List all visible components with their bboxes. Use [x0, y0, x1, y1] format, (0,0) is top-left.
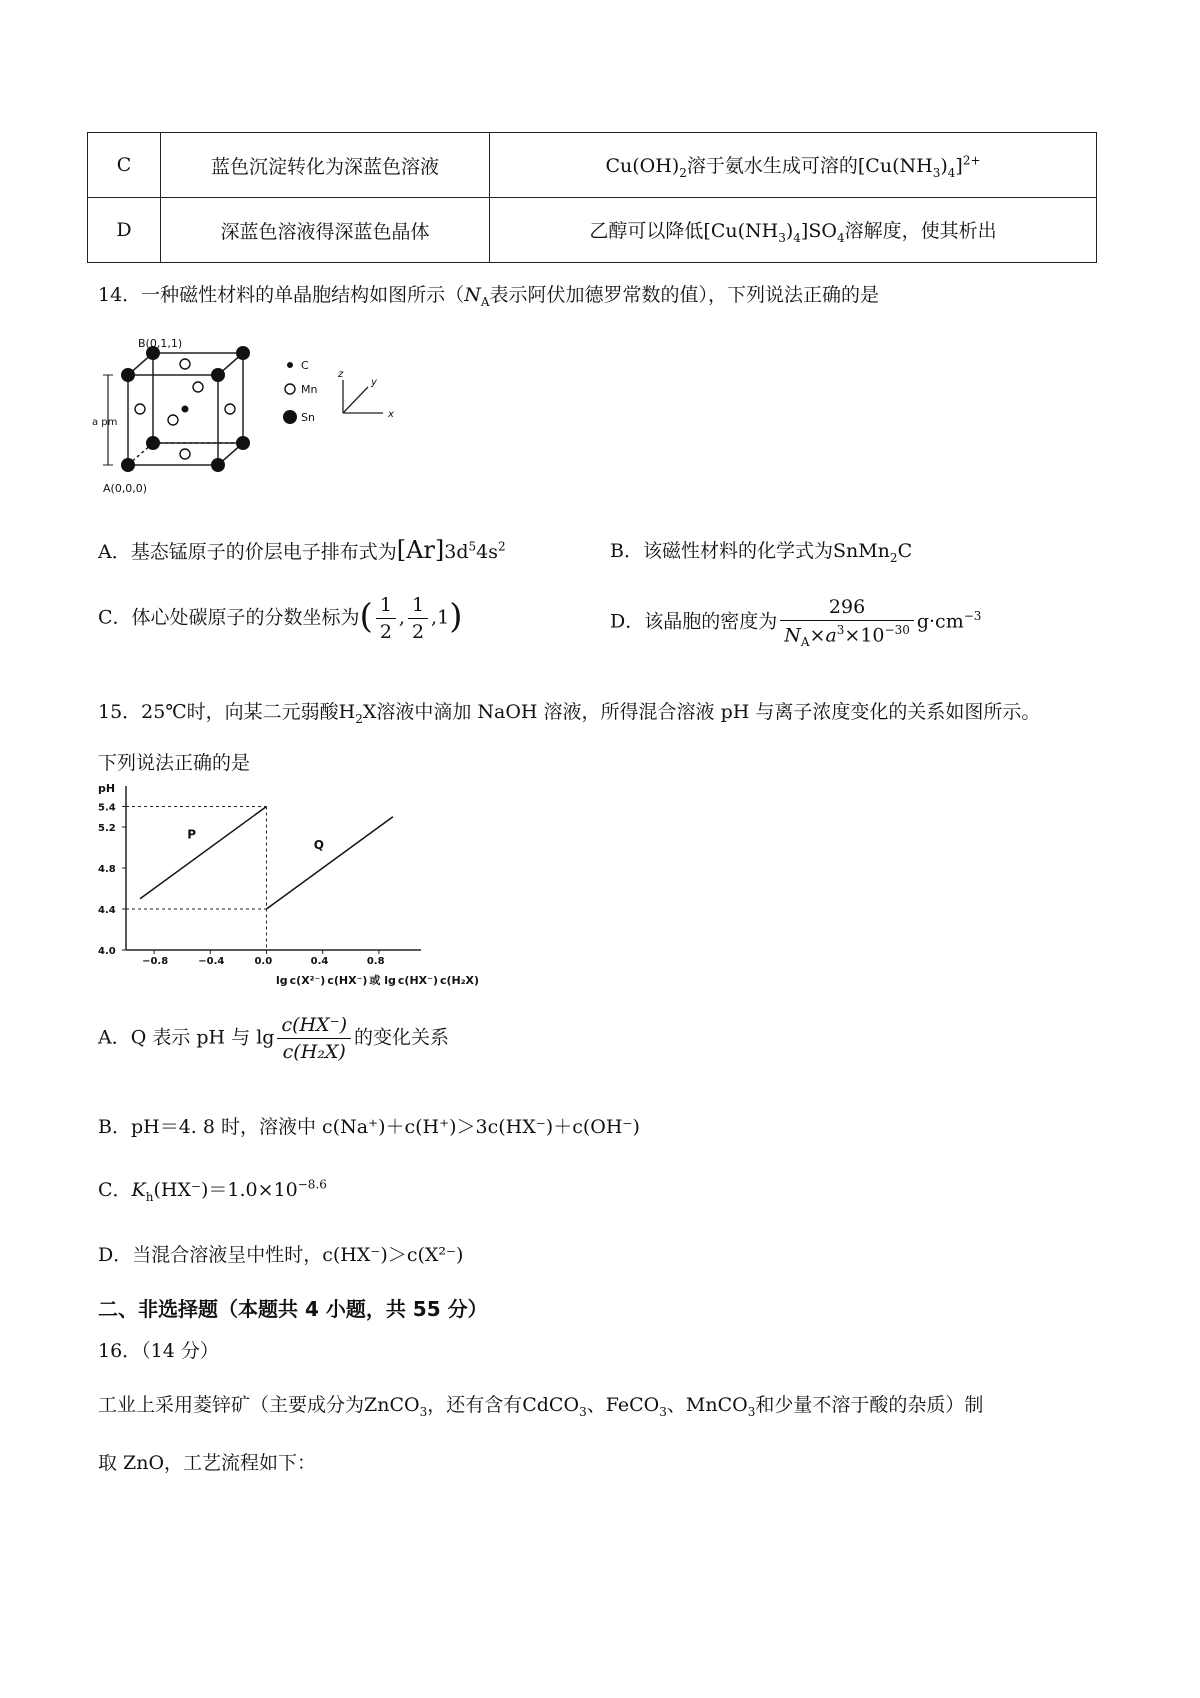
unit-cell-figure — [92, 335, 458, 505]
legend-c: C — [301, 359, 309, 372]
row-key: D — [88, 198, 161, 263]
options-table — [87, 132, 1097, 263]
series-line-Q — [266, 817, 392, 909]
row-key: C — [88, 133, 161, 198]
q16-line-1: 工业上采用菱锌矿（主要成分为ZnCO$_3$，还有含有CdCO$_3$、FeCO$_3$、MnCO$_3$和少量不溶于酸的杂质）制 — [98, 1394, 984, 1419]
q15-option-c: C．$K_h(HX^-)=1.0\times 10^{-8.6}$ — [98, 1177, 327, 1204]
y-tick-label: 4.8 — [98, 864, 116, 875]
x-tick-label: −0.8 — [142, 956, 169, 967]
q15-option-a: A．Q 表示 pH 与 lg $\frac{c(HX^-)}{\text{c(H₂X)}}$ 的变化关系 — [98, 1014, 450, 1063]
q16-line-2: 取 ZnO，工艺流程如下： — [98, 1452, 317, 1474]
q15-option-d: D．当混合溶液呈中性时，c(HX⁻)＞c(X²⁻) — [98, 1244, 464, 1266]
x-tick-label: 0.4 — [310, 956, 329, 967]
q14-stem: 14．一种磁性材料的单晶胞结构如图所示（$N_A$表示阿伏加德罗常数的值），下列说法正确的是 — [98, 284, 879, 309]
y-tick-label: 5.4 — [98, 802, 116, 814]
point-b-label: B(0,1,1) — [138, 337, 183, 350]
section-heading: 二、非选择题（本题共 4 小题，共 55 分） — [98, 1297, 488, 1321]
legend-mn: Mn — [301, 383, 318, 396]
table-row — [88, 198, 1097, 263]
edge-label: a pm — [92, 417, 118, 428]
y-tick-label: 4.0 — [98, 946, 116, 957]
series-label-P: P — [187, 827, 197, 842]
y-tick-label: 4.4 — [98, 905, 116, 916]
cell-back-face — [153, 353, 243, 443]
q15-option-b: B．pH＝4. 8 时，溶液中 c(Na⁺)＋c(H⁺)＞3c(HX⁻)＋c(OH⁻) — [98, 1116, 640, 1138]
q14-option-d: D．该晶胞的密度为 $\frac{296}{N_A\times a^3\times 10^{-30}}$ $g\cdot cm^{-3}$ — [610, 596, 982, 650]
svg-text:x: x — [388, 409, 394, 420]
row-explanation: $Cu(OH)_2$溶于氨水生成可溶的$[Cu(NH_3)_4]^{2+}$ — [490, 133, 1097, 198]
c-atom — [182, 406, 189, 413]
svg-text:z: z — [338, 369, 344, 380]
row-observation: 蓝色沉淀转化为深蓝色溶液 — [161, 133, 490, 198]
point-a-label: A(0,0,0) — [103, 482, 148, 495]
q15-stem: 15．25℃时，向某二元弱酸$H_2X$溶液中滴加 NaOH 溶液，所得混合溶液 pH 与离子浓度变化的关系如图所示。 — [98, 701, 1041, 726]
ph-chart — [96, 780, 480, 995]
series-line-P — [140, 807, 266, 899]
x-axis-label: lg c(X²⁻) c(HX⁻) 或 lg c(HX⁻) c(H₂X) — [276, 974, 480, 987]
x-tick-label: −0.4 — [198, 956, 225, 967]
x-tick-label: 0.0 — [254, 956, 273, 967]
row-explanation: 乙醇可以降低$[Cu(NH_3)_4]SO_4$溶解度，使其析出 — [490, 198, 1097, 263]
coordinate-axes — [343, 380, 383, 413]
svg-text:y: y — [371, 377, 377, 388]
y-tick-label: 5.2 — [98, 823, 116, 834]
legend-sn: Sn — [301, 411, 315, 424]
q16-head: 16．（14 分） — [98, 1340, 219, 1362]
q14-option-c: C．体心处碳原子的分数坐标为( $\frac{1}{2}$ , $\frac{1}{2}$ ,1) — [98, 594, 463, 643]
table-row — [88, 133, 1097, 198]
q14-option-a: A．基态锰原子的价层电子排布式为$[Ar]3d^54s^2$ — [98, 536, 506, 564]
q14-option-b: B．该磁性材料的化学式为SnMn$_2$C — [610, 540, 913, 565]
q15-stem-2: 下列说法正确的是 — [98, 752, 251, 774]
row-observation: 深蓝色溶液得深蓝色晶体 — [161, 198, 490, 263]
series-label-Q: Q — [313, 837, 324, 852]
y-axis-label: pH — [98, 782, 116, 795]
x-tick-label: 0.8 — [366, 956, 385, 967]
